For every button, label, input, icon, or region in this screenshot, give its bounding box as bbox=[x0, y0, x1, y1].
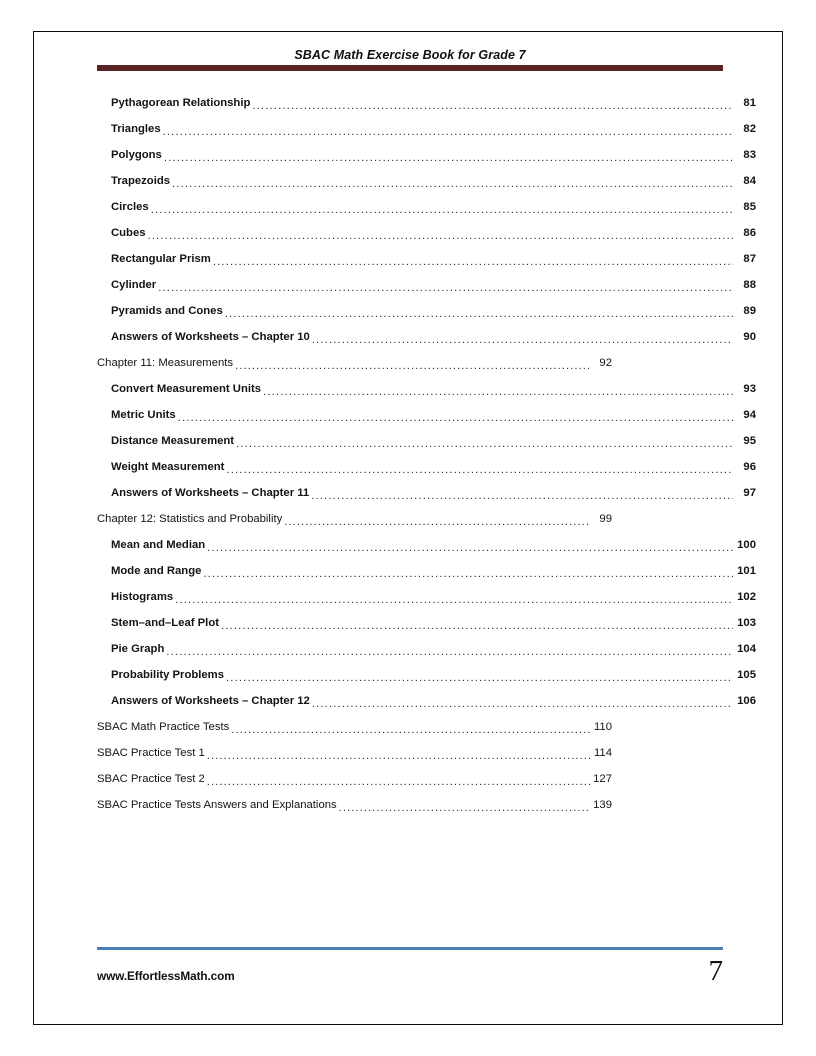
dot-leader bbox=[148, 227, 733, 240]
toc-entry-label: Distance Measurement bbox=[111, 435, 235, 447]
page-header bbox=[97, 48, 723, 71]
toc-entry-label: Pyramids and Cones bbox=[111, 305, 223, 317]
toc-entry-page: 101 bbox=[737, 565, 756, 577]
toc-entry-label: Polygons bbox=[111, 149, 162, 161]
toc-entry[interactable] bbox=[34, 454, 784, 480]
toc-entry-page: 94 bbox=[743, 409, 756, 421]
toc-entry-page: 97 bbox=[743, 487, 756, 499]
dot-leader bbox=[221, 617, 733, 630]
toc-entry[interactable] bbox=[34, 636, 784, 662]
toc-entry[interactable] bbox=[34, 220, 784, 246]
toc-entry-label: Chapter 11: Measurements bbox=[97, 357, 234, 369]
toc-entry-label: Mean and Median bbox=[111, 539, 206, 551]
dot-leader bbox=[231, 721, 591, 734]
dot-leader bbox=[207, 539, 733, 552]
toc-entry[interactable] bbox=[34, 558, 784, 584]
page-number: 7 bbox=[708, 955, 723, 987]
dot-leader bbox=[178, 409, 733, 422]
toc-entry-page: 84 bbox=[743, 175, 756, 187]
toc-entry[interactable] bbox=[34, 402, 784, 428]
dot-leader bbox=[235, 357, 591, 370]
toc-entry[interactable] bbox=[34, 168, 784, 194]
toc-entry[interactable] bbox=[34, 714, 784, 740]
toc-entry-page: 92 bbox=[599, 357, 612, 369]
toc-entry-page: 86 bbox=[743, 227, 756, 239]
dot-leader bbox=[226, 461, 733, 474]
toc-entry-label: Answers of Worksheets – Chapter 10 bbox=[111, 331, 310, 343]
toc-entry-label: Triangles bbox=[111, 123, 161, 135]
dot-leader bbox=[284, 513, 591, 526]
toc-entry-label: Probability Problems bbox=[111, 669, 224, 681]
dot-leader bbox=[207, 747, 591, 760]
toc-entry-label: Answers of Worksheets – Chapter 11 bbox=[111, 487, 310, 499]
dot-leader bbox=[158, 279, 733, 292]
page-title: SBAC Math Exercise Book for Grade 7 bbox=[294, 48, 526, 62]
toc-entry-page: 88 bbox=[743, 279, 756, 291]
toc-entry-page: 100 bbox=[737, 539, 756, 551]
toc-entry[interactable] bbox=[34, 90, 784, 116]
toc-entry-page: 82 bbox=[743, 123, 756, 135]
toc-entry-page: 89 bbox=[743, 305, 756, 317]
toc-entry-page: 139 bbox=[593, 799, 612, 811]
dot-leader bbox=[252, 97, 733, 110]
toc-entry[interactable] bbox=[34, 194, 784, 220]
toc-entry-label: Cylinder bbox=[111, 279, 157, 291]
dot-leader bbox=[312, 695, 733, 708]
dot-leader bbox=[311, 487, 733, 500]
toc-entry-label: Histograms bbox=[111, 591, 174, 603]
toc-entry-page: 105 bbox=[737, 669, 756, 681]
toc-entry-label: Cubes bbox=[111, 227, 146, 239]
toc-entry-page: 127 bbox=[593, 773, 612, 785]
toc-entry[interactable] bbox=[34, 246, 784, 272]
dot-leader bbox=[263, 383, 733, 396]
toc-entry-label: Circles bbox=[111, 201, 149, 213]
footer-row bbox=[97, 957, 723, 986]
toc-entry-page: 95 bbox=[743, 435, 756, 447]
dot-leader bbox=[225, 305, 733, 318]
toc-entry[interactable] bbox=[34, 532, 784, 558]
toc-entry[interactable] bbox=[34, 688, 784, 714]
dot-leader bbox=[226, 669, 733, 682]
dot-leader bbox=[164, 149, 733, 162]
toc-entry[interactable] bbox=[34, 506, 784, 532]
toc-entry-label: Stem–and–Leaf Plot bbox=[111, 617, 219, 629]
toc-entry-page: 114 bbox=[593, 747, 612, 759]
website-url: www.EffortlessMath.com bbox=[97, 969, 235, 983]
toc-entry-page: 96 bbox=[743, 461, 756, 473]
toc-entry-label: Metric Units bbox=[111, 409, 176, 421]
toc-entry-page: 93 bbox=[743, 383, 756, 395]
toc-entry-page: 106 bbox=[737, 695, 756, 707]
toc-entry-label: Pythagorean Relationship bbox=[111, 97, 251, 109]
toc-entry[interactable] bbox=[34, 272, 784, 298]
dot-leader bbox=[203, 565, 733, 578]
toc-entry[interactable] bbox=[34, 662, 784, 688]
toc-entry-label: Weight Measurement bbox=[111, 461, 225, 473]
toc-entry[interactable] bbox=[34, 740, 784, 766]
dot-leader bbox=[236, 435, 733, 448]
toc-entry-page: 87 bbox=[743, 253, 756, 265]
dot-leader bbox=[163, 123, 733, 136]
toc-entry[interactable] bbox=[34, 584, 784, 610]
toc-entry-label: SBAC Math Practice Tests bbox=[97, 721, 230, 733]
toc-entry-page: 103 bbox=[737, 617, 756, 629]
toc-entry-label: Convert Measurement Units bbox=[111, 383, 262, 395]
table-of-contents bbox=[34, 90, 784, 818]
toc-entry[interactable] bbox=[34, 298, 784, 324]
toc-entry-label: SBAC Practice Test 1 bbox=[97, 747, 205, 759]
dot-leader bbox=[151, 201, 733, 214]
toc-entry[interactable] bbox=[34, 480, 784, 506]
toc-entry-label: Rectangular Prism bbox=[111, 253, 211, 265]
toc-entry-page: 85 bbox=[743, 201, 756, 213]
toc-entry-label: SBAC Practice Tests Answers and Explanations bbox=[97, 799, 337, 811]
toc-entry[interactable] bbox=[34, 324, 784, 350]
toc-entry[interactable] bbox=[34, 376, 784, 402]
toc-entry-page: 102 bbox=[737, 591, 756, 603]
dot-leader bbox=[213, 253, 733, 266]
toc-entry[interactable] bbox=[34, 350, 784, 376]
toc-entry-page: 83 bbox=[743, 149, 756, 161]
toc-entry-page: 110 bbox=[593, 721, 612, 733]
toc-entry[interactable] bbox=[34, 792, 784, 818]
toc-entry-page: 90 bbox=[743, 331, 756, 343]
toc-entry-label: Answers of Worksheets – Chapter 12 bbox=[111, 695, 310, 707]
footer-rule bbox=[97, 947, 723, 950]
dot-leader bbox=[207, 773, 591, 786]
toc-entry-label: Trapezoids bbox=[111, 175, 171, 187]
toc-entry-label: Chapter 12: Statistics and Probability bbox=[97, 513, 283, 525]
dot-leader bbox=[175, 591, 733, 604]
toc-entry-label: Mode and Range bbox=[111, 565, 202, 577]
toc-entry-label: Pie Graph bbox=[111, 643, 165, 655]
toc-entry-page: 81 bbox=[743, 97, 756, 109]
toc-entry[interactable] bbox=[34, 142, 784, 168]
page-footer bbox=[97, 947, 723, 986]
toc-entry[interactable] bbox=[34, 428, 784, 454]
toc-entry[interactable] bbox=[34, 610, 784, 636]
dot-leader bbox=[312, 331, 733, 344]
toc-entry[interactable] bbox=[34, 766, 784, 792]
page-sheet bbox=[33, 31, 783, 1025]
dot-leader bbox=[339, 799, 591, 812]
header-rule bbox=[97, 65, 723, 71]
toc-entry-label: SBAC Practice Test 2 bbox=[97, 773, 205, 785]
dot-leader bbox=[166, 643, 733, 656]
toc-entry-page: 99 bbox=[599, 513, 612, 525]
toc-entry-page: 104 bbox=[737, 643, 756, 655]
toc-entry[interactable] bbox=[34, 116, 784, 142]
dot-leader bbox=[172, 175, 733, 188]
